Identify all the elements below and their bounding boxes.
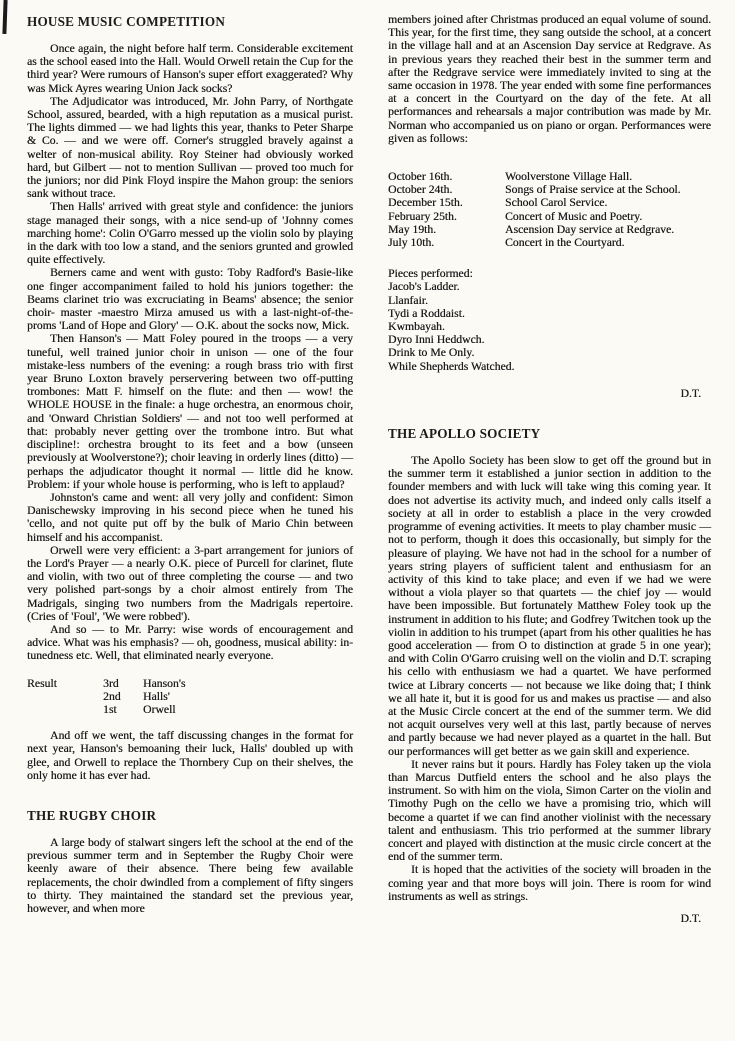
piece-item: Dyro Inni Heddwch. <box>388 333 485 347</box>
house-music-paragraph: And so — to Mr. Parry: wise words of encouragement and advice. What was his emphasis? — oh, goodness, musical ability: in-tunedness etc. Well, that eliminated nearly everyone. <box>27 622 353 663</box>
piece-item: Jacob's Ladder. <box>388 280 460 294</box>
house-music-paragraph: Then Hanson's — Matt Foley poured in the troops — a very tuneful, well trained junior choir in unison — one of the four mistake-less numbers of the evening: a rough brass trio with first year Bruno Loxton bravely perservering between two off-putting trombones: Matt F. himself on the flute: and then — wow! the WHOLE HOUSE in the finale: a huge orchestra, an enormous choir, and 'Onward Christian Soldiers' — and not too well performed at that: probably never getting over the trombone intro. But what discipline!: orchestra brought to its feet and a bow (unseen previously at Woolverstone?); choir leaving in orderly lines (ditto) — perhaps the adjudicator thought it normal — little did he know. Problem: if your whole house is performing, who is left to applaud? <box>27 332 353 491</box>
schedule-event: Concert in the Courtyard. <box>505 236 625 250</box>
right-column <box>388 13 711 1041</box>
performance-schedule <box>388 170 711 249</box>
result-rows <box>103 677 185 717</box>
result-rank: 3rd <box>103 676 119 690</box>
apollo-society-paragraph: It never rains but it pours. Hardly has Foley taken up the viola than Marcus Dutfield enters the school and he also plays the instrument. So with him on the viola, Simon Carter on the violin and Timothy Pugh on the cello we have a promising trio, which will become a quartet if we can find another violinist with the necessary talent and enthusiasm. This trio performed at the summer library concert and played with distinction at the music circle concert at the end of the summer term. <box>388 757 711 864</box>
apollo-society-byline: D.T. <box>680 911 701 925</box>
schedule-date: February 25th. <box>388 209 457 223</box>
article-apollo-society <box>388 425 711 925</box>
pieces-label: Pieces performed: <box>388 267 473 281</box>
schedule-event: School Carol Service. <box>505 196 608 210</box>
house-music-paragraph: Then Halls' arrived with great style and confidence: the juniors stage managed their songs, with a nice send-up of 'Johnny comes marching home': Colin O'Garro messed up the violin solo by playing in the dark with too low a stand, and the seniors grunted and growled quite effectively. <box>27 200 353 267</box>
schedule-event: Woolverstone Village Hall. <box>505 170 632 184</box>
schedule-row <box>388 236 711 249</box>
house-music-paragraph: Once again, the night before half term. Considerable excitement as the school eased into the Hall. Would Orwell retain the Cup for the third year? Were rumours of Hanson's super effort exaggerated? Why was Mick Ayres wearing Union Jack socks? <box>27 42 353 95</box>
result-rank: 1st <box>103 702 117 716</box>
schedule-event: Concert of Music and Poetry. <box>505 209 643 223</box>
house-music-closing-paragraph: And off we went, the taff discussing changes in the format for next year, Hanson's bemoaning their luck, Halls' doubled up with glee, and Orwell to replace the Thornbery Cup on their shelves, the only home it has ever had. <box>27 729 353 782</box>
house-music-paragraph: Berners came and went with gusto: Toby Radford's Basie-like one finger accompaniment failed to hold his juniors together: the Beams clarinet trio was excruciating in Beams' absence; the senior choir- master -maestro Mirza amused us with a last-night-of-the-proms 'Land of Hope and Glory' — O.K. about the socks now, Mick. <box>27 266 353 333</box>
schedule-date: December 15th. <box>388 196 463 210</box>
house-music-paragraph: Johnston's came and went: all very jolly and confident: Simon Danischewsky improving in his second piece when he tuned his 'cello, and not quite put off by the bulk of Mario Chin between himself and his accompanist. <box>27 490 353 544</box>
result-house: Halls' <box>143 689 170 703</box>
article-rugby-choir-continued <box>388 13 711 400</box>
schedule-date: July 10th. <box>388 236 435 250</box>
apollo-society-paragraph: The Apollo Society has been slow to get off the ground but in the summer term it established a junior section in addition to the founder members and with luck will take wing this coming year. It does not advertise its activity much, and indeed only calls itself a society at all in order to establish a place in the very crowded programme of evening activities. It meets to play chamber music — not to perform, though it does this occasionally, but simply for the pleasure of playing. We have not had in the school for a number of years string players of sufficient talent and enthusiasm for an activity of this kind to take place; and even if we had we were without a viola player so that quartets — the chief joy — would have been impossible. But fortunately Matthew Foley took up the instrument in addition to his flute; and Godfrey Twitchen took up the violin in addition to his trumpet (apart from his other qualities he has good acceleration — from O to distinction at grade 5 in one year); and with Colin O'Garro cruising well on the violin and D.T. scraping his cello with enthusiasm we had a quartet. We have performed twice at Library concerts — not because we like doing that; I think we all hate it, but it is good for us and makes us practise — and also at the Music Circle concert at the end of the summer term. We did not acquit ourselves very well at this last, partly because of nerves and partly because we had never played as a quartet in the hall. But our performances will get better as we gain skill and experience. <box>388 454 711 758</box>
result-row <box>103 677 185 690</box>
house-music-paragraph: Orwell were very efficient: a 3-part arrangement for juniors of the Lord's Prayer — a nearly O.K. piece of Purcell for clarinet, flute and violin, with two out of three completing the course — and two very polished part-songs by a choir almost entirely from The Madrigals, singing two numbers from the Madrigals repertoire. (Cries of 'Foul', 'We were robbed'). <box>27 543 353 623</box>
scan-artifact <box>2 0 7 34</box>
result-label: Result <box>27 676 57 690</box>
result-row <box>103 690 185 703</box>
schedule-event: Ascension Day service at Redgrave. <box>505 222 675 236</box>
piece-item: Kwmbayah. <box>388 320 445 334</box>
schedule-date: October 16th. <box>388 170 453 184</box>
article-rugby-choir <box>27 807 353 915</box>
schedule-row <box>388 223 711 236</box>
result-table <box>27 677 353 717</box>
schedule-row <box>388 170 711 183</box>
rugby-choir-continuation-paragraph: members joined after Christmas produced an equal volume of sound. This year, for the first time, they sang outside the school, at a concert in the village hall and at an Ascension Day service at Redgrave. As in previous years they reached their best in the summer term and after the Redgrave service were immediately invited to sing at the same occasion in 1978. The year ended with some fine performances at a concert in the Courtyard on the day of the fete. At all performances and rehearsals a major contribution was made by Mr. Norman who accompanied us on piano or organ. Performances were given as follows: <box>388 13 711 145</box>
schedule-row <box>388 196 711 209</box>
result-row <box>103 703 185 716</box>
article-house-music <box>27 13 353 782</box>
rugby-choir-byline: D.T. <box>680 386 701 400</box>
result-rank: 2nd <box>103 689 121 703</box>
rugby-choir-title: THE RUGBY CHOIR <box>27 807 157 823</box>
apollo-society-paragraph: It is hoped that the activities of the society will broaden in the coming year and that more boys will join. There is room for wind instruments as well as strings. <box>388 863 711 903</box>
pieces-performed-list <box>388 267 711 373</box>
piece-item: Llanfair. <box>388 293 428 307</box>
piece-item: Tydi a Roddaist. <box>388 306 465 320</box>
result-house: Orwell <box>143 702 176 716</box>
apollo-society-title: THE APOLLO SOCIETY <box>388 426 541 442</box>
house-music-paragraph: The Adjudicator was introduced, Mr. John Parry, of Northgate School, assured, bearded, with a high reputation as a musical purist. The lights dimmed — we had lights this year, thanks to Peter Sharpe & Co. — and we were off. Corner's struggled bravely against a welter of non-musical ability. Roy Steiner had obviously worked hard, but Gilbert — not to mention Sullivan — proved too much for the juniors; nor did Pink Floyd inspire the Mahon group: the seniors sank without trace. <box>27 94 353 201</box>
piece-item: While Shepherds Watched. <box>388 359 515 373</box>
two-column-layout <box>27 13 711 1041</box>
schedule-date: May 19th. <box>388 222 437 236</box>
piece-item: Drink to Me Only. <box>388 346 475 360</box>
schedule-date: October 24th. <box>388 183 453 197</box>
schedule-row <box>388 183 711 196</box>
schedule-event: Songs of Praise service at the School. <box>505 183 681 197</box>
result-house: Hanson's <box>143 676 186 690</box>
schedule-row <box>388 210 711 223</box>
rugby-choir-paragraph: A large body of stalwart singers left the school at the end of the previous summer term and in September the Rugby Choir were keenly aware of their absence. There being few available replacements, the choir dwindled from a complement of fifty singers to thirty. They maintained the standard set the previous year, however, and when more <box>27 835 353 915</box>
house-music-title: HOUSE MUSIC COMPETITION <box>27 14 226 29</box>
left-column <box>27 13 353 1041</box>
